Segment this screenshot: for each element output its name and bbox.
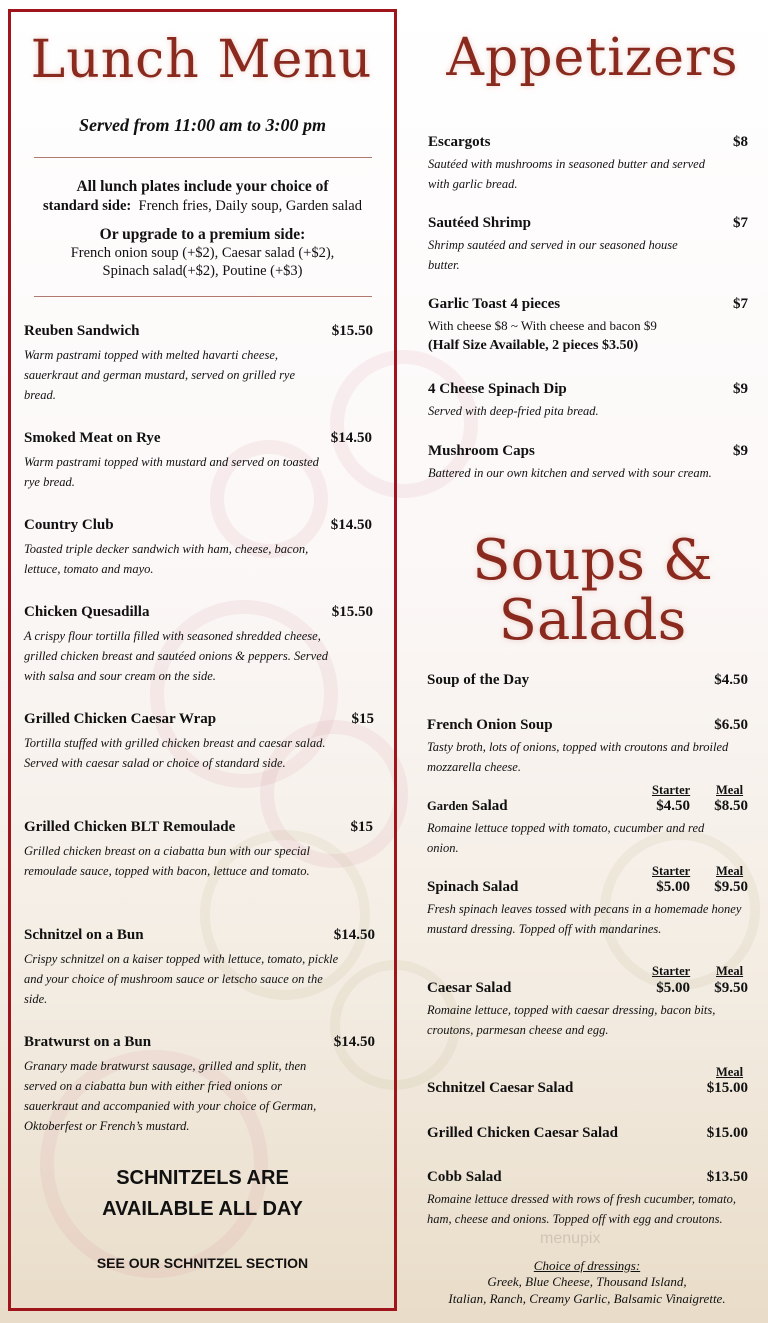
standard-side-label: standard side:	[43, 198, 132, 214]
divider	[34, 296, 372, 297]
starter-column-header: Starter	[652, 783, 691, 797]
menu-item-description: A crispy flour tortilla filled with seasoned shredded cheese, grilled chicken breast and sautéed onions & peppers. Served with salsa and sour cream on the side.	[24, 629, 328, 683]
meal-price: $9.50	[714, 879, 748, 895]
schnitzel-notice-line1: SCHNITZELS ARE	[116, 1167, 289, 1189]
menu-item-price: $7	[733, 215, 748, 231]
menu-item-name	[427, 798, 508, 815]
menu-item-name: Soup of the Day	[427, 672, 530, 688]
lunch-menu-title: Lunch Menu	[30, 30, 373, 90]
menu-item-price: $15	[350, 819, 373, 835]
soups-title-line1: Soups &	[472, 528, 713, 593]
menu-item-description: Tasty broth, lots of onions, topped with croutons and broiled mozzarella cheese.	[427, 740, 729, 774]
menu-item-name: Schnitzel Caesar Salad	[427, 1080, 574, 1096]
menu-item-name-main: Salad	[471, 798, 508, 814]
menu-item-name: Sautéed Shrimp	[428, 215, 531, 231]
dressings-list-2: Italian, Ranch, Creamy Garlic, Balsamic Vinaigrette.	[448, 1291, 726, 1306]
menu-item-description: Grilled chicken breast on a ciabatta bun with our special remoulade sauce, topped with bacon, lettuce and tomato.	[24, 844, 310, 878]
starter-price: $4.50	[656, 798, 690, 814]
dressings-title: Choice of dressings:	[533, 1258, 641, 1273]
menu-item-description: Warm pastrami topped with melted havarti cheese, sauerkraut and german mustard, served on grilled rye bread.	[24, 348, 296, 402]
menu-item-description: Tortilla stuffed with grilled chicken breast and caesar salad. Served with caesar salad or choice of standard side.	[24, 736, 326, 770]
menu-item-price: $4.50	[714, 672, 748, 688]
menu-item-price: $15.00	[706, 1125, 748, 1141]
menu-item-name: Grilled Chicken Caesar Wrap	[24, 711, 217, 727]
menu-item-name: Cobb Salad	[427, 1169, 502, 1185]
meal-price: $15.00	[706, 1080, 748, 1096]
menu-item-price: $6.50	[714, 717, 748, 733]
menu-item-description: Sautéed with mushrooms in seasoned butter and served with garlic bread.	[428, 157, 705, 191]
menu-item-description: Toasted triple decker sandwich with ham, cheese, bacon, lettuce, tomato and mayo.	[24, 542, 309, 576]
meal-price: $9.50	[714, 980, 748, 996]
menu-item-description: With cheese $8 ~ With cheese and bacon $9	[428, 318, 657, 333]
menu-item-price: $14.50	[330, 430, 372, 446]
menu-item-name: 4 Cheese Spinach Dip	[428, 381, 567, 397]
menu-item-name: Smoked Meat on Rye	[24, 430, 161, 446]
schnitzel-see-section: SEE OUR SCHNITZEL SECTION	[96, 1255, 309, 1271]
dressings-list-1: Greek, Blue Cheese, Thousand Island,	[487, 1274, 687, 1289]
meal-column-header: Meal	[716, 1065, 744, 1079]
menu-item-description: Romaine lettuce, topped with caesar dressing, bacon bits, croutons, parmesan cheese and egg.	[427, 1003, 716, 1037]
menu-item-price: $15.50	[331, 323, 373, 339]
starter-price: $5.00	[656, 879, 690, 895]
soups-title-line2: Salads	[498, 588, 687, 653]
starter-price: $5.00	[656, 980, 690, 996]
menu-item-description: Fresh spinach leaves tossed with pecans in a homemade honey mustard dressing. Topped off with mandarines.	[427, 902, 742, 936]
menu-item-price: $14.50	[333, 927, 375, 943]
menu-item-description: Granary made bratwurst sausage, grilled and split, then served on a ciabatta bun with either fried onions or sauerkraut and accompanied with your choice of German, Oktoberfest or French’s mustard.	[24, 1059, 317, 1133]
menu-item-price: $14.50	[330, 517, 372, 533]
menu-item-price: $15.50	[331, 604, 373, 620]
menu-item-description: Warm pastrami topped with mustard and served on toasted rye bread.	[24, 455, 319, 489]
meal-price: $8.50	[714, 798, 748, 814]
standard-sides	[15, 198, 390, 215]
menu-item-name: Schnitzel on a Bun	[24, 927, 144, 943]
menu-item-price: $7	[733, 296, 748, 312]
menu-item-name: Country Club	[24, 517, 114, 533]
upgrade-options-1: French onion soup (+$2), Caesar salad (+$2),	[70, 245, 335, 261]
menu-item-price: $15	[351, 711, 374, 727]
meal-column-header: Meal	[716, 783, 744, 797]
menu-item-name: Caesar Salad	[427, 980, 512, 996]
menu-item-description: Crispy schnitzel on a kaiser topped with lettuce, tomato, pickle and your choice of mushroom sauce or letscho sauce on the side.	[24, 952, 339, 1006]
divider	[34, 157, 372, 158]
meal-column-header: Meal	[716, 864, 744, 878]
upgrade-options-2: Spinach salad(+$2), Poutine (+$3)	[102, 263, 303, 279]
starter-column-header: Starter	[652, 964, 691, 978]
menu-item-name: Grilled Chicken BLT Remoulade	[24, 819, 236, 835]
sides-intro: All lunch plates include your choice of	[76, 178, 329, 195]
menu-item-name: Reuben Sandwich	[24, 323, 140, 339]
menu-item-name: Bratwurst on a Bun	[24, 1034, 152, 1050]
menu-item-name-prefix: Garden	[427, 799, 468, 813]
served-hours: Served from 11:00 am to 3:00 pm	[79, 115, 326, 135]
schnitzel-notice-line2: AVAILABLE ALL DAY	[102, 1198, 303, 1220]
menu-item-name: Escargots	[428, 134, 491, 150]
standard-side-items: French fries, Daily soup, Garden salad	[138, 198, 362, 214]
menu-item-price: $9	[733, 443, 748, 459]
menu-item-name: Garlic Toast 4 pieces	[428, 296, 561, 312]
menu-item-name: Spinach Salad	[427, 879, 519, 895]
menu-item-description: Romaine lettuce dressed with rows of fresh cucumber, tomato, ham, cheese and onions. Topped off with egg and croutons.	[427, 1192, 736, 1226]
starter-column-header: Starter	[652, 864, 691, 878]
meal-column-header: Meal	[716, 964, 744, 978]
menu-item-name: Chicken Quesadilla	[24, 604, 150, 620]
menu-item-name: French Onion Soup	[427, 717, 553, 733]
menu-item-description: Romaine lettuce topped with tomato, cucumber and red onion.	[427, 821, 705, 855]
watermark: menupix	[540, 1230, 601, 1247]
menu-item-price: $13.50	[706, 1169, 748, 1185]
menu-item-name: Mushroom Caps	[428, 443, 535, 459]
menu-item-price: $9	[733, 381, 748, 397]
menu-item-description: Battered in our own kitchen and served with sour cream.	[428, 466, 712, 480]
menu-item-name: Grilled Chicken Caesar Salad	[427, 1125, 618, 1141]
menu-item-description: Shrimp sautéed and served in our seasoned house butter.	[428, 238, 678, 272]
menu-item-price: $8	[733, 134, 748, 150]
menu-item-price: $14.50	[333, 1034, 375, 1050]
appetizers-title: Appetizers	[446, 28, 739, 88]
menu-item-description: Served with deep-fried pita bread.	[428, 404, 599, 418]
upgrade-intro: Or upgrade to a premium side:	[99, 226, 306, 243]
half-size-note: (Half Size Available, 2 pieces $3.50)	[428, 338, 639, 353]
